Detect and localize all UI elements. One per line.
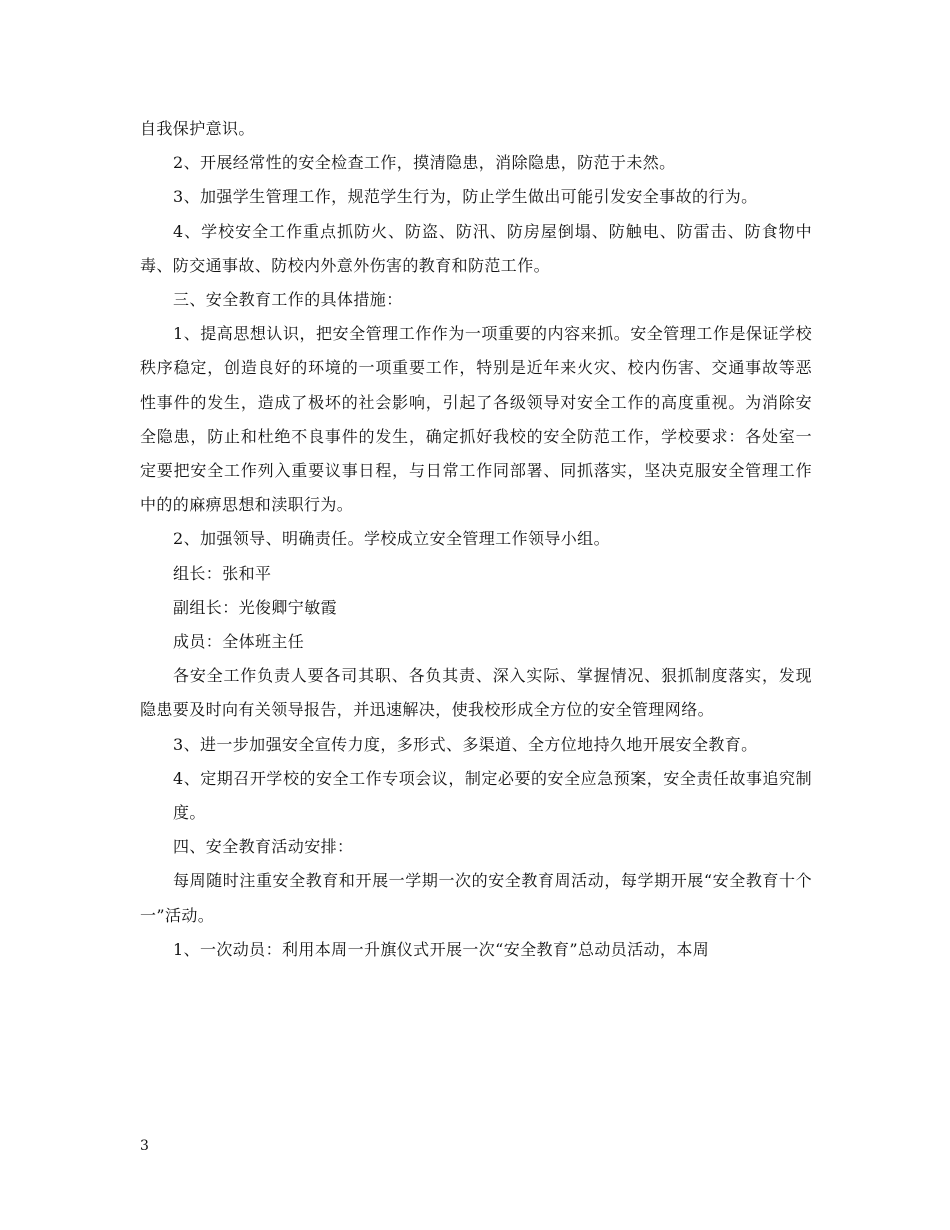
group-members: 成员：全体班主任 — [173, 632, 305, 652]
paragraph-1: 自我保护意识。 — [140, 119, 255, 138]
deputy-group-leader: 副组长：光俊卿宁敏霞 — [173, 597, 338, 617]
section-heading-activities: 四、安全教育活动安排： — [173, 837, 354, 857]
paragraph-13: 4、定期召开学校的安全工作专项会议，制定必要的安全应急预案，安全责任故事追究制度。 — [173, 768, 812, 823]
paragraph-15: 每周随时注重安全教育和开展一学期一次的安全教育周活动，每学期开展“安全教育十个一”活动。 — [140, 871, 812, 925]
paragraph-12: 3、进一步加强安全宣传力度，多形式、多渠道、全方位地持久地开展安全教育。 — [173, 734, 758, 754]
paragraph-3: 3、加强学生管理工作，规范学生行为，防止学生做出可能引发安全事故的行为。 — [173, 187, 758, 207]
paragraph-7: 2、加强领导、明确责任。学校成立安全管理工作领导小组。 — [173, 529, 610, 549]
paragraph-4: 4、学校安全工作重点抓防火、防盗、防汛、防房屋倒塌、防触电、防雷击、防食物中毒、防交通事故、防校内外意外伤害的教育和防范工作。 — [140, 221, 812, 275]
section-heading-measures: 三、安全教育工作的具体措施： — [173, 290, 403, 310]
paragraph-2: 2、开展经常性的安全检查工作，摸清隐患，消除隐患，防范于未然。 — [173, 153, 676, 173]
group-leader: 组长：张和平 — [173, 563, 272, 583]
paragraph-16: 1、一次动员：利用本周一升旗仪式开展一次“安全教育”总动员活动，本周 — [173, 939, 710, 959]
paragraph-11: 各安全工作负责人要各司其职、各负其责、深入实际、掌握情况、狠抓制度落实，发现隐患要及时向有关领导报告，并迅速解决，使我校形成全方位的安全管理网络。 — [140, 666, 812, 720]
page-number: 3 — [140, 1138, 149, 1154]
paragraph-6: 1、提高思想认识，把安全管理工作作为一项重要的内容来抓。安全管理工作是保证学校秩序稳定，创造良好的环境的一项重要工作，特别是近年来火灾、校内伤害、交通事故等恶性事件的发生，造成了极坏的社会影响，引起了各级领导对安全工作的高度重视。为消除安全隐患，防止和杜绝不良事件的发生，确定抓好我校的安全防范工作，学校要求：各处室一定要把安全工作列入重要议事日程，与日常工作同部署、同抓落实，坚决克服安全管理工作中的的麻痹思想和渎职行为。 — [140, 324, 812, 515]
document-body — [140, 112, 812, 967]
